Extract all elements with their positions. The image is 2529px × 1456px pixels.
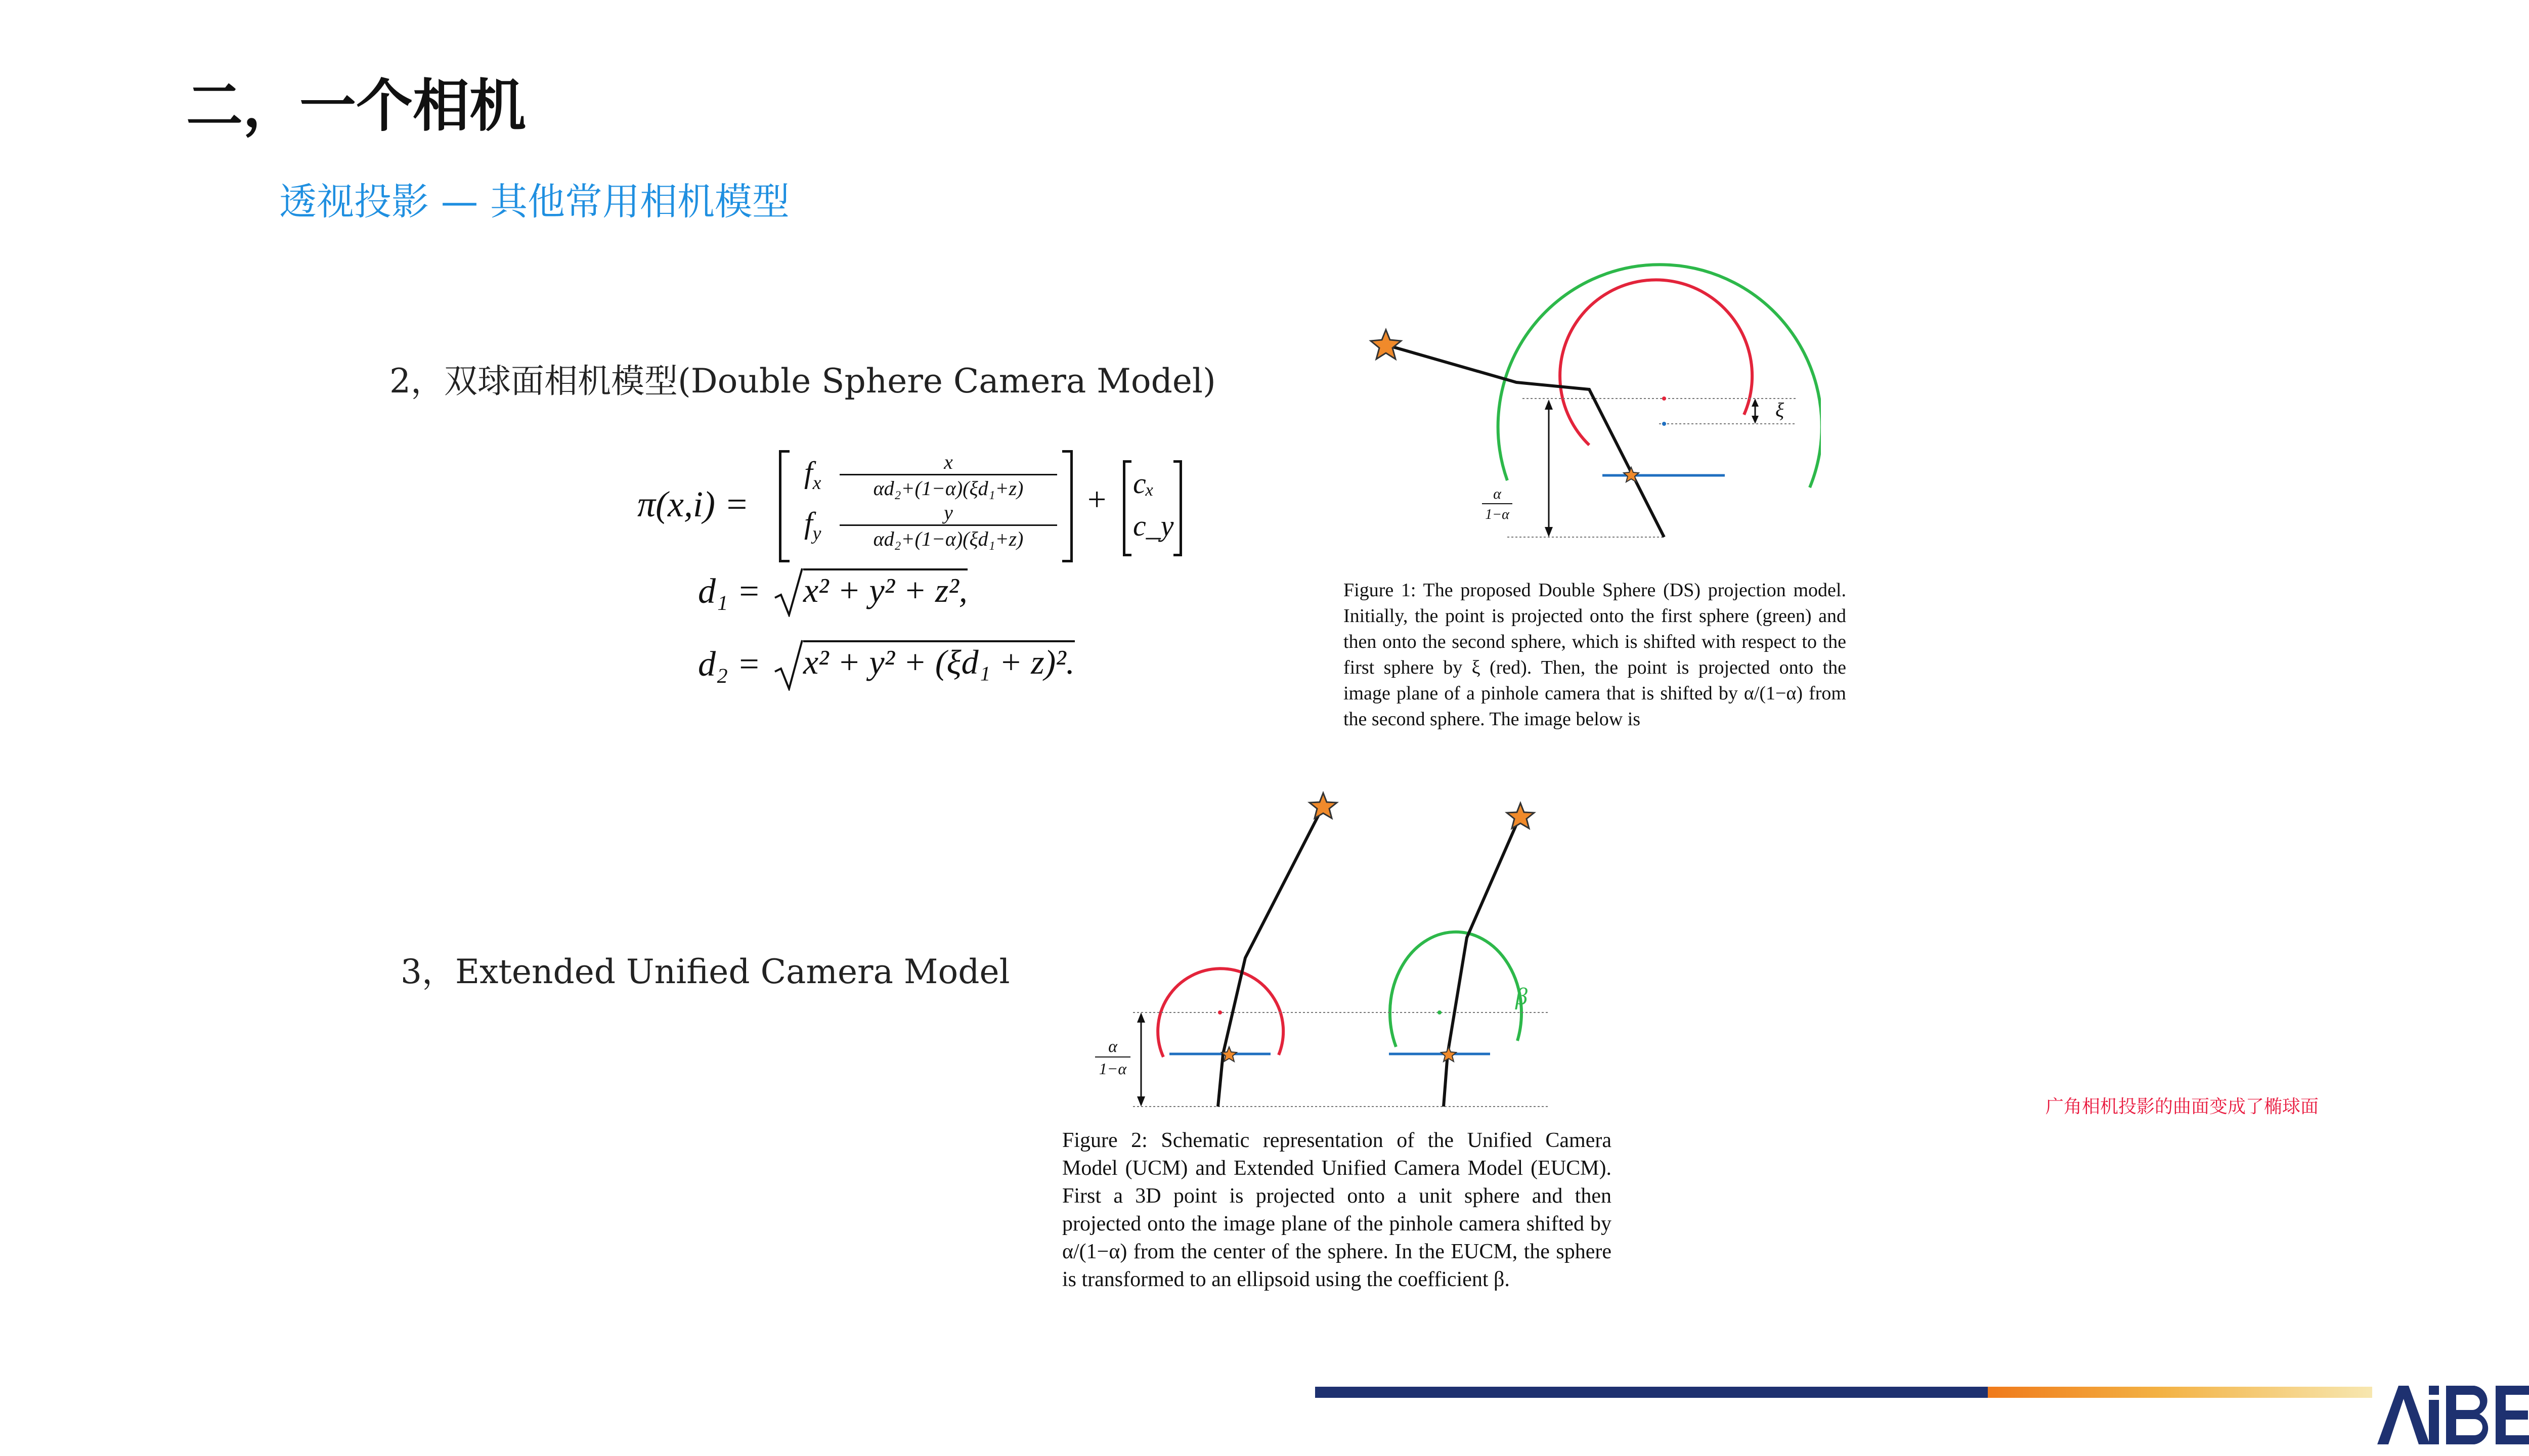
eucm-caption: Figure 2: Schematic representation of the Unified Camera Model (UCM) and Extended Unified Camera Model (EUCM). First a 3D point is projected onto a unit sphere and then projected onto the image plane of the pinhole camera shifted by α/(1−α) from the center of the sphere. In the EUCM, the sphere is transformed to an ellipsoid using the coefficient β.: [1062, 1129, 1611, 1291]
footer-bar-navy: [1315, 1387, 2003, 1398]
projection-ray: [1386, 345, 1664, 537]
eq-plus: +: [1087, 481, 1107, 518]
eq-row1-fsub: x: [812, 472, 821, 494]
red-sphere-arc: [1560, 280, 1752, 445]
star-icon: [1371, 330, 1401, 359]
annotation-note: 广角相机投影的曲面变成了椭球面: [2045, 1096, 2319, 1117]
eq-d1-rhs: x² + y² + z²,: [803, 568, 968, 610]
eq-c2: c_y: [1133, 509, 1174, 542]
slide-subtitle: 透视投影 — 其他常用相机模型: [279, 180, 790, 224]
star-icon: [1507, 803, 1534, 828]
logo-text: AiBEE: [2473, 1415, 2475, 1416]
eq-row2-fsub: y: [812, 523, 821, 544]
eucm-ellipsoid-arc: [1390, 932, 1521, 1047]
eucm-heading: 3，Extended Unified Camera Model: [401, 952, 1010, 991]
sqrt-icon: [774, 566, 804, 617]
alpha-den: 1−α: [1099, 1060, 1127, 1078]
eq-d2-lhs: d₂ =: [698, 645, 761, 684]
footer-bar-orange: [1988, 1387, 2372, 1398]
xi-label: ξ: [1775, 399, 1784, 421]
alpha-den: 1−α: [1485, 507, 1509, 522]
eq-row2-f: f: [804, 506, 813, 540]
eq-row2-den: αd₂+(1−α)(ξd₁+z): [840, 524, 1057, 551]
slide-title: 二，一个相机: [186, 73, 526, 139]
eq-row1-f: f: [804, 456, 813, 489]
eq-c1: cₓ: [1133, 467, 1155, 500]
eq-matrix: [779, 450, 1199, 560]
green-sphere-arc: [1498, 264, 1821, 488]
alpha-num: α: [1493, 486, 1501, 502]
star-icon: [1310, 793, 1337, 818]
eq-row1-den: αd₂+(1−α)(ξd₁+z): [840, 474, 1057, 500]
beta-label: β: [1515, 983, 1528, 1010]
eq-row1-num: x: [944, 451, 953, 473]
ds-figure: [1356, 263, 1821, 546]
projection-ray: [1444, 815, 1520, 1107]
alpha-num: α: [1108, 1037, 1117, 1056]
ds-heading: 2，双球面相机模型(Double Sphere Camera Model): [389, 362, 1216, 401]
eq-d2-rhs: x² + y² + (ξd₁ + z)².: [803, 640, 1075, 682]
eq-row2-num: y: [944, 501, 953, 524]
eq-lhs: π(x,i) =: [637, 484, 749, 524]
ds-equations: [637, 450, 1194, 713]
ds-caption: Figure 1: The proposed Double Sphere (DS) projection model. Initially, the point is projected onto the first sphere (green) and then onto the second sphere, which is shifted with respect to the first sphere by ξ (red). Then, the point is projected onto the image plane of a pinhole camera that is shifted by α/(1−α) from the second sphere. The image below is: [1343, 580, 1846, 730]
eq-d1-lhs: d₁ =: [698, 572, 761, 611]
eucm-figure: [1082, 784, 1588, 1118]
sqrt-icon: [774, 638, 804, 691]
aibee-logo: [2372, 1380, 2529, 1450]
